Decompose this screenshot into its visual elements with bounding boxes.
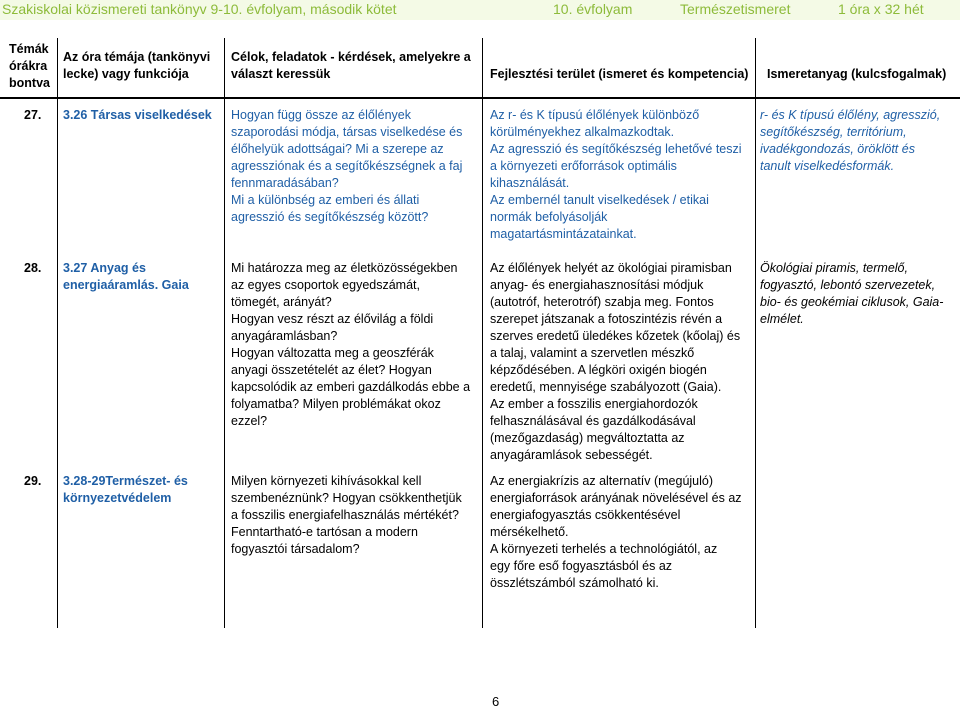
text-line: (autotróf, heterotróf) szabja meg. Fontos <box>490 295 714 309</box>
text-line: Milyen környezeti kihívásokkal kell <box>231 474 422 488</box>
text-line: környezetvédelem <box>63 491 172 505</box>
row-development <box>490 473 742 592</box>
text-line: összlétszámból számolható ki. <box>490 576 659 590</box>
text-line: Hogyan függ össze az élőlények <box>231 108 411 122</box>
row-topic <box>63 107 212 124</box>
row-topic <box>63 260 189 294</box>
text-line: elmélet. <box>760 312 804 326</box>
text-line: Az ember a fosszilis energiahordozók <box>490 397 698 411</box>
text-line: bio- és geokémiai ciklusok, Gaia- <box>760 295 944 309</box>
text-line: anyagi összetételét az élet? Hogyan <box>231 363 432 377</box>
text-line: kihasználását. <box>490 176 570 190</box>
text-line: egy főre eső fogyasztásból és az <box>490 559 673 573</box>
text-line: Ismeretanyag (kulcsfogalmak) <box>767 67 947 81</box>
text-line: bontva <box>9 76 50 90</box>
text-line: (mezőgazdaság) megváltoztatta az <box>490 431 685 445</box>
text-line: ezzel? <box>231 414 268 428</box>
header-rule <box>0 97 960 99</box>
text-line: körülményekhez alkalmazkodtak. <box>490 125 675 139</box>
text-line: normák befolyásolják <box>490 210 608 224</box>
text-line: fogyasztó, lebontó szervezetek, <box>760 278 936 292</box>
text-line: fogyasztói társadalom? <box>231 542 360 556</box>
header-hours: 1 óra x 32 hét <box>838 1 924 17</box>
text-line: 3.27 Anyag és <box>63 261 146 275</box>
header-grade: 10. évfolyam <box>553 1 633 17</box>
text-line: ivadékgondozás, öröklött és <box>760 142 915 156</box>
row-development <box>490 260 740 464</box>
text-line: eredetű, mennyisége szabályozott (Gaia). <box>490 380 722 394</box>
text-line: szerepet játszanak a fotoszintézis révén a <box>490 312 723 326</box>
text-line: magatartásmintázatainkat. <box>490 227 637 241</box>
column-header-sessions <box>9 41 50 92</box>
column-divider <box>482 38 483 628</box>
text-line: lecke) vagy funkciója <box>63 67 189 81</box>
column-header-topic <box>63 49 210 83</box>
text-line: mérsékelhető. <box>490 525 569 539</box>
text-line: energiafogyasztás csökkentésével <box>490 508 681 522</box>
header-book-title: Szakiskolai közismereti tankönyv 9-10. évfolyam, második kötet <box>2 1 397 17</box>
text-line: Az embernél tanult viselkedések / etikai <box>490 193 709 207</box>
text-line: szaporodási módja, társas viselkedése és <box>231 125 463 139</box>
row-goals <box>231 260 470 430</box>
text-line: tömegét, arányát? <box>231 295 332 309</box>
row-goals <box>231 107 462 226</box>
column-header-development <box>490 66 748 83</box>
text-line: Hogyan vesz részt az élővilág a földi <box>231 312 434 326</box>
text-line: fennmaradásában? <box>231 176 339 190</box>
text-line: anyag- és energiahasznosítási módjuk <box>490 278 704 292</box>
text-line: Ökológiai piramis, termelő, <box>760 261 908 275</box>
text-line: r- és K típusú élőlény, agresszió, <box>760 108 941 122</box>
column-header-goals <box>231 49 471 83</box>
text-line: Az r- és K típusú élőlények különböző <box>490 108 700 122</box>
text-line: órákra <box>9 59 48 73</box>
row-topic <box>63 473 188 507</box>
text-line: Fenntartható-e tartósan a modern <box>231 525 418 539</box>
text-line: képződésében. A légköri oxigén biogén <box>490 363 707 377</box>
text-line: Az agresszió és segítőkészség lehetővé teszi <box>490 142 742 156</box>
column-header-concepts <box>767 66 946 83</box>
text-line: felhasználásával és gazdálkodásával <box>490 414 696 428</box>
text-line: Témák <box>9 42 49 56</box>
text-line: Fejlesztési terület (ismeret és kompetencia) <box>490 67 749 81</box>
text-line: élőhelyük adottságai? Mi a szerepe az <box>231 142 444 156</box>
text-line: a talaj, valamint a szervetlen mészkő <box>490 346 695 360</box>
row-development <box>490 107 742 243</box>
header-subject: Természetismeret <box>680 1 791 17</box>
text-line: Az élőlények helyét az ökológiai piramisban <box>490 261 732 275</box>
text-line: segítőkészség, territórium, <box>760 125 907 139</box>
row-number: 29. <box>24 474 42 488</box>
text-line: 3.26 Társas viselkedések <box>63 108 212 122</box>
row-concepts <box>760 107 940 175</box>
column-divider <box>755 38 756 628</box>
text-line: A környezeti terhelés a technológiától, az <box>490 542 718 556</box>
text-line: szembenéznünk? Hogyan csökkenthetjük <box>231 491 462 505</box>
text-line: választ keressük <box>231 67 331 81</box>
page-number: 6 <box>492 694 500 709</box>
row-number: 28. <box>24 261 42 275</box>
running-header <box>0 0 960 20</box>
row-goals <box>231 473 462 558</box>
text-line: szerves eredetű üledékes kőzetek (kőolaj) és <box>490 329 741 343</box>
text-line: anyagáramlások sebességét. <box>490 448 653 462</box>
text-line: a fosszilis energiafelhasználás mértékét? <box>231 508 459 522</box>
column-divider <box>57 38 58 628</box>
text-line: agressziónak és a segítőkészségnek a faj <box>231 159 463 173</box>
text-line: 3.28-29Természet- és <box>63 474 188 488</box>
text-line: Célok, feladatok - kérdések, amelyekre a <box>231 50 471 64</box>
text-line: Az óra témája (tankönyvi <box>63 50 211 64</box>
text-line: anyagáramlásban? <box>231 329 338 343</box>
text-line: agresszió és segítőkészség között? <box>231 210 429 224</box>
text-line: az egyes csoportok egyedszámát, <box>231 278 420 292</box>
text-line: energiaforrások arányának növelésével és az <box>490 491 742 505</box>
text-line: energiaáramlás. Gaia <box>63 278 189 292</box>
row-concepts <box>760 260 943 328</box>
text-line: Hogyan változatta meg a geoszférák <box>231 346 434 360</box>
text-line: a környezeti erőforrások optimális <box>490 159 677 173</box>
column-divider <box>224 38 225 628</box>
text-line: folyamatba? Milyen problémákat okoz <box>231 397 441 411</box>
text-line: Az energiakrízis az alternatív (megújuló) <box>490 474 714 488</box>
text-line: tanult viselkedésformák. <box>760 159 895 173</box>
row-number: 27. <box>24 108 42 122</box>
text-line: kapcsolódik az emberi gazdálkodás ebbe a <box>231 380 471 394</box>
text-line: Mi a különbség az emberi és állati <box>231 193 420 207</box>
text-line: Mi határozza meg az életközösségekben <box>231 261 458 275</box>
